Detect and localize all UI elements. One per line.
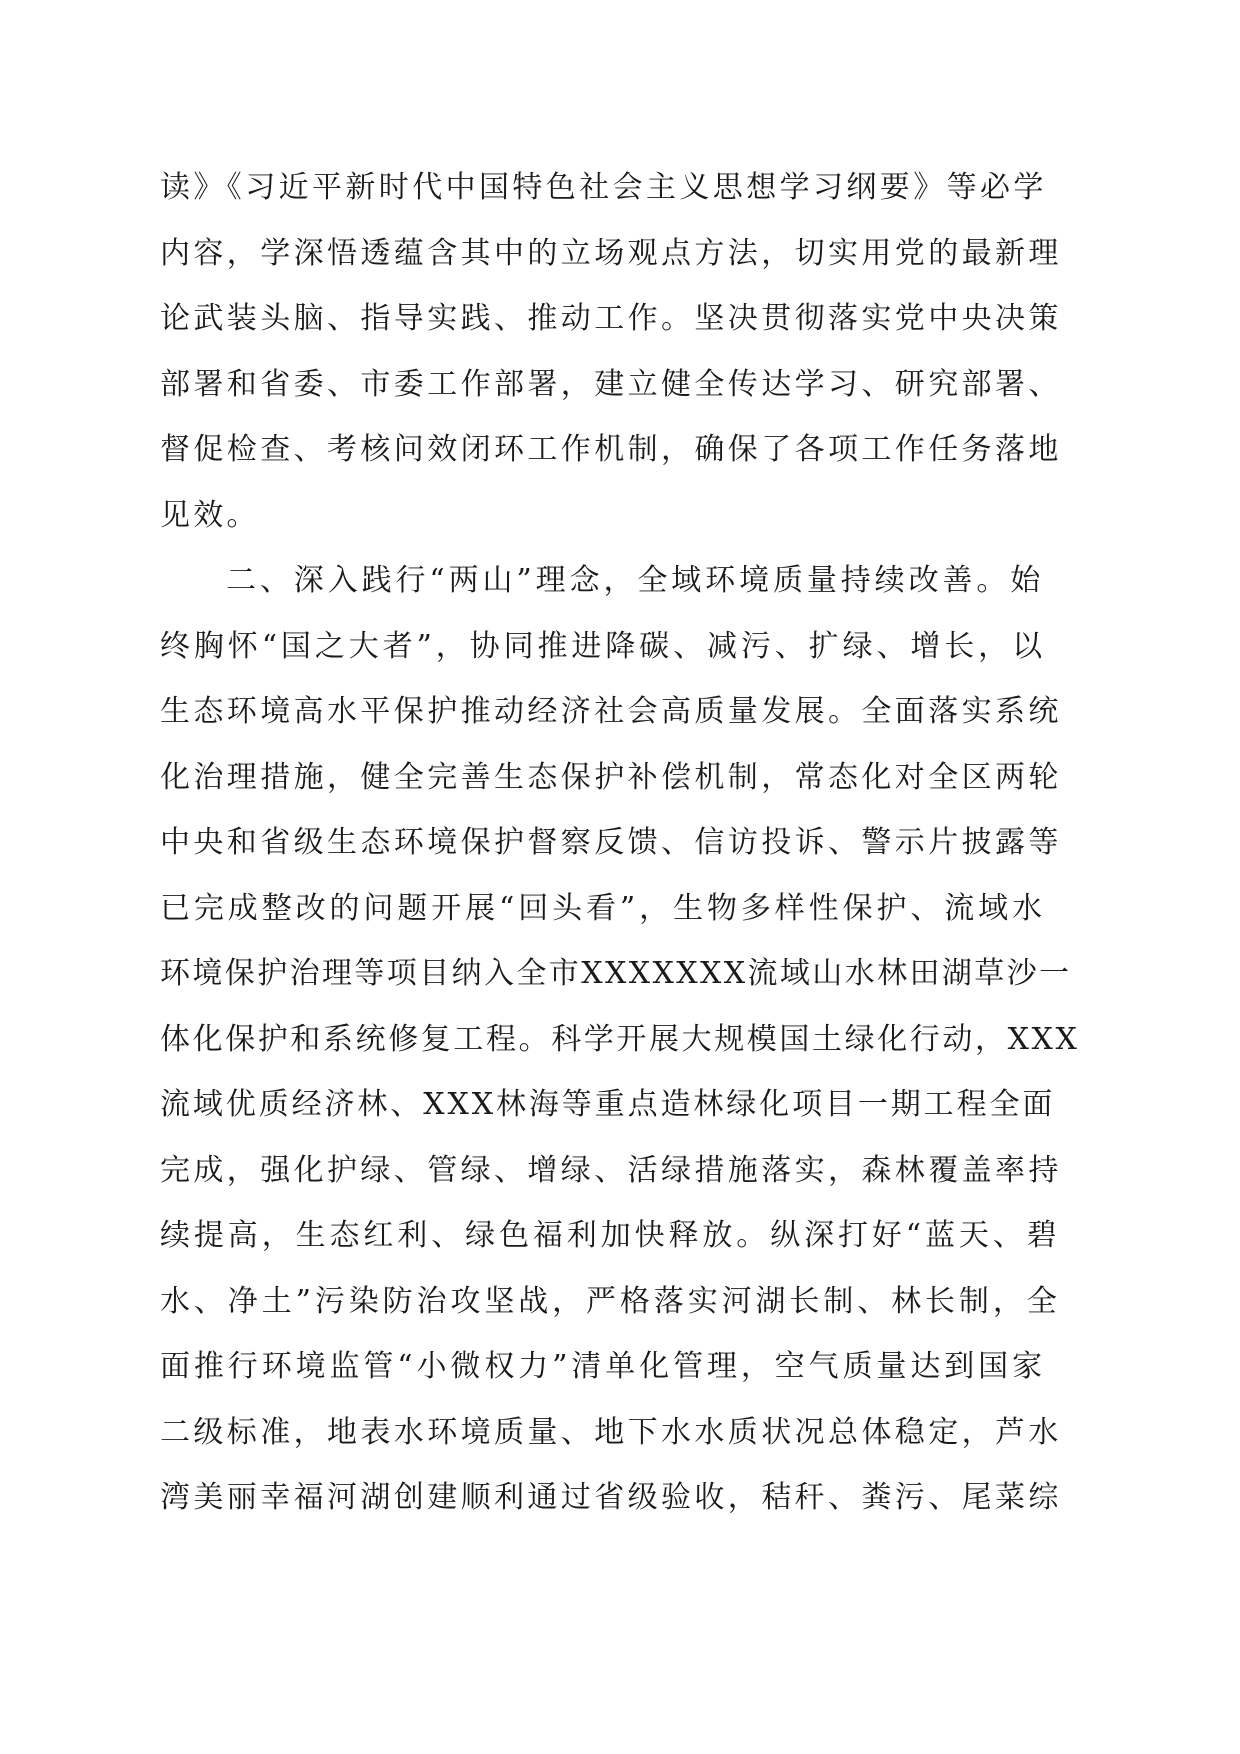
text-line: 二级标准，地表水环境质量、地下水水质状况总体稳定，芦水 xyxy=(160,1414,1062,1450)
text-line: 终胸怀“国之大者”，协同推进降碳、减污、扩绿、增长，以 xyxy=(160,628,1046,664)
text-line: 已完成整改的问题开展“回头看”，生物多样性保护、流域水 xyxy=(160,890,1046,926)
text-line: 二、深入践行“两山”理念，全域环境质量持续改善。始 xyxy=(226,563,1045,598)
text-line: 督促检查、考核问效闭环工作机制，确保了各项工作任务落地 xyxy=(160,432,1062,467)
text-line: 续提高，生态红利、绿色福利加快释放。纵深打好“蓝天、碧 xyxy=(160,1218,1061,1253)
text-line: 内容，学深悟透蕴含其中的立场观点方法，切实用党的最新理 xyxy=(160,235,1062,271)
text-line: 读》《习近平新时代中国特色社会主义思想学习纲要》等必学 xyxy=(160,170,1047,205)
text-line: 湾美丽幸福河湖创建顺利通过省级验收，秸秆、粪污、尾菜综 xyxy=(160,1480,1062,1515)
text-line: 流域优质经济林、XXX林海等重点造林绿化项目一期工程全面 xyxy=(160,1087,1056,1122)
text-line: 部署和省委、市委工作部署，建立健全传达学习、研究部署、 xyxy=(160,366,1062,402)
text-line: 面推行环境监管“小微权力”清单化管理，空气质量达到国家 xyxy=(160,1349,1046,1384)
text-line: 环境保护治理等项目纳入全市XXXXXXX流域山水林田湖草沙一 xyxy=(160,956,1072,991)
text-line: 水、净土”污染防治攻坚战，严格落实河湖长制、林长制，全 xyxy=(160,1283,1061,1319)
paragraph-1 xyxy=(160,155,1080,548)
paragraph-2 xyxy=(160,548,1080,1531)
text-line: 中央和省级生态环境保护督察反馈、信访投诉、警示片披露等 xyxy=(160,825,1062,860)
text-line: 论武装头脑、指导实践、推动工作。坚决贯彻落实党中央决策 xyxy=(160,301,1062,336)
text-line: 生态环境高水平保护推动经济社会高质量发展。全面落实系统 xyxy=(160,694,1062,729)
text-line: 见效。 xyxy=(160,497,260,533)
text-line: 化治理措施，健全完善生态保护补偿机制，常态化对全区两轮 xyxy=(160,759,1062,795)
text-line: 完成，强化护绿、管绿、增绿、活绿措施落实，森林覆盖率持 xyxy=(160,1152,1062,1188)
text-line: 体化保护和系统修复工程。科学开展大规模国土绿化行动，XXX xyxy=(160,1021,1080,1057)
